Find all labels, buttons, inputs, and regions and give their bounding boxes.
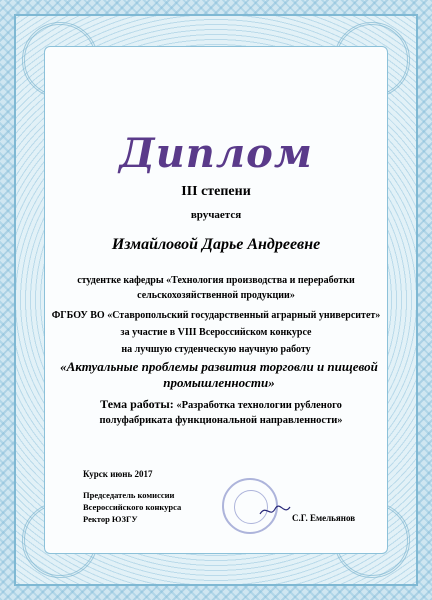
diploma-title: Диплом: [119, 130, 313, 177]
awarded-to-label: вручается: [190, 209, 242, 221]
contest-topic: «Актуальные проблемы развития торговли и пищевой промышленности»: [60, 359, 378, 390]
department-line: студентке кафедры «Технология производства и переработки сельскохозяйственной продукции»: [77, 275, 355, 301]
contest-line-2: на лучшую студенческую научную работу: [121, 344, 311, 355]
place-date: Курск июнь 2017: [83, 469, 153, 479]
chair-line-2: Всероссийского конкурса: [83, 502, 182, 512]
contest-line: за участие в VIII Всероссийском конкурсе: [120, 327, 312, 338]
signature-icon: [258, 502, 292, 520]
work-title: «Разработка технологии рубленого полуфабриката функциональной направленности»: [99, 400, 343, 426]
work-label: Тема работы:: [100, 397, 174, 411]
university-line: ФГБОУ ВО «Ставропольский государственный аграрный университет»: [51, 310, 381, 321]
chair-block: [83, 489, 181, 525]
recipient-name: Измайловой Дарье Андреевне: [111, 236, 321, 253]
chair-line-3: Ректор ЮЗГУ: [83, 514, 138, 524]
work-title-block: [66, 397, 376, 428]
degree-level: III степени: [181, 184, 251, 199]
chair-line-1: Председатель комиссии: [83, 490, 175, 500]
signer-name: С.Г. Емельянов: [292, 513, 356, 523]
